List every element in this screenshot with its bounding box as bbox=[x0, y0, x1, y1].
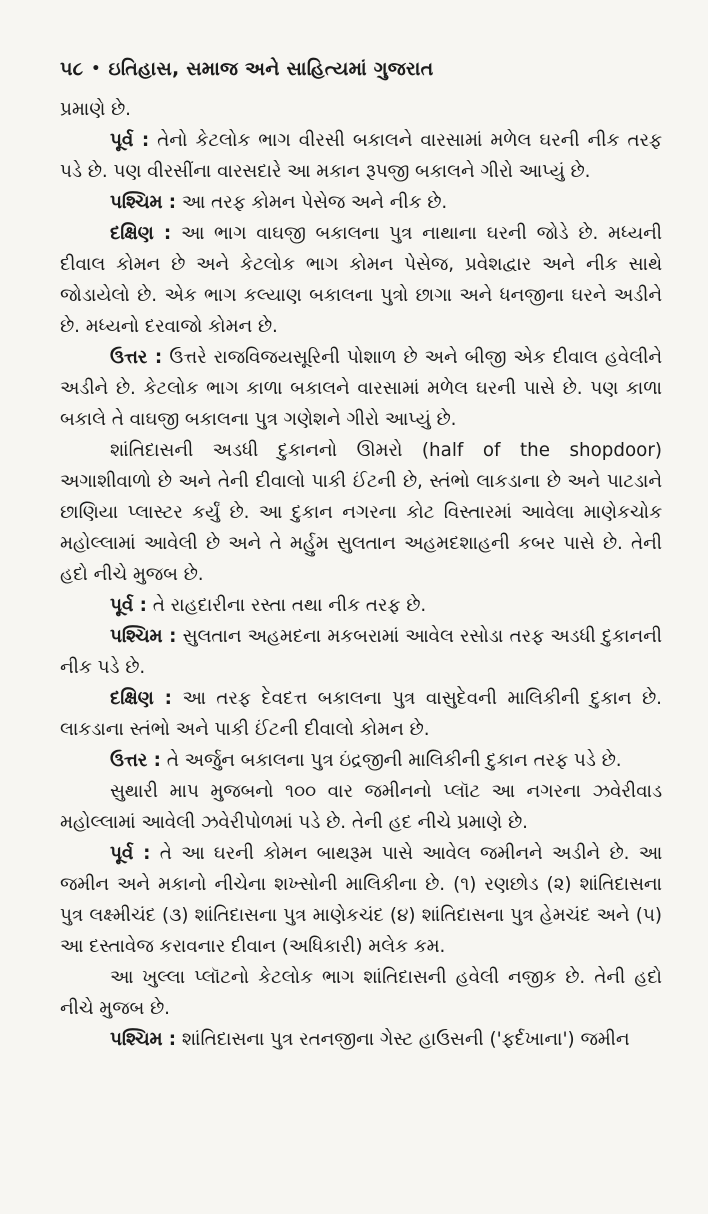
paragraph: પશ્ચિમ : શાંતિદાસના પુત્ર રતનજીના ગેસ્ટ હાઉસની ('ફર્દખાના') જમીન bbox=[110, 1029, 630, 1050]
direction-label: ઉત્તર : bbox=[110, 750, 161, 771]
paragraph: શાંતિદાસની અડધી દુકાનનો ઊમરો (half of the shopdoor) અગાશીવાળો છે અને તેની દીવાલો પાકી ઈંટની છે, સ્તંભો લાકડાના છે અને પાટડાને છાણિયા પ્લાસ્ટર કર્યું છે. આ દુકાન નગરના કોટ વિસ્તારમાં આવેલા માણેકચોક મહોલ્લામાં આવેલી છે અને તે મર્હુમ સુલતાન અહમદશાહની કબર પાસે છે. તેની હદો નીચે મુજબ છે. bbox=[60, 440, 662, 585]
direction-label: પૂર્વ : bbox=[110, 130, 150, 151]
direction-label: ઉત્તર : bbox=[110, 347, 163, 368]
paragraph: પૂર્વ : તે આ ઘરની કોમન બાથરૂમ પાસે આવેલ જમીનને અડીને છે. આ જમીન અને મકાનો નીચેના શખ્સોની માલિકીના છે. (૧) રણછોડ (૨) શાંતિદાસના પુત્ર લક્ષ્મીચંદ (૩) શાંતિદાસના પુત્ર માણેકચંદ (૪) શાંતિદાસના પુત્ર હેમચંદ અને (૫) આ દસ્તાવેજ કરાવનાર દીવાન (અધિકારી) મલેક કમ. bbox=[60, 843, 662, 957]
direction-label: દક્ષિણ : bbox=[110, 223, 172, 244]
paragraph: ઉત્તર : ઉત્તરે રાજવિજયસૂરિની પોશાળ છે અને બીજી એક દીવાલ હવેલીને અડીને છે. કેટલોક ભાગ કાળા બકાલને વારસામાં મળેલ ઘરની પાસે છે. પણ કાળા બકાલે તે વાઘજી બકાલના પુત્ર ગણેશને ગીરો આપ્યું છે. bbox=[60, 347, 662, 430]
paragraph: પૂર્વ : તેનો કેટલોક ભાગ વીરસી બકાલને વારસામાં મળેલ ઘરની નીક તરફ પડે છે. પણ વીરસીંના વારસદારે આ મકાન રૂપજી બકાલને ગીરો આપ્યું છે. bbox=[60, 130, 662, 182]
paragraph: પશ્ચિમ : સુલતાન અહમદના મકબરામાં આવેલ રસોડા તરફ અડધી દુકાનની નીક પડે છે. bbox=[60, 626, 662, 678]
direction-label: દક્ષિણ : bbox=[110, 688, 172, 709]
direction-label: પશ્ચિમ : bbox=[110, 1029, 177, 1050]
direction-label: પૂર્વ : bbox=[110, 595, 147, 616]
header-bullet: • bbox=[91, 61, 101, 77]
paragraph: દક્ષિણ : આ ભાગ વાઘજી બકાલના પુત્ર નાથાના ઘરની જોડે છે. મધ્યની દીવાલ કોમન છે અને કેટલોક ભાગ કોમન પેસેજ, પ્રવેશદ્વાર અને નીક સાથે જોડાયેલો છે. એક ભાગ કલ્યાણ બકાલના પુત્રો છાગા અને ધનજીના ઘરને અડીને છે. મધ્યનો દરવાજો કોમન છે. bbox=[60, 223, 663, 337]
direction-label: પૂર્વ : bbox=[110, 843, 151, 864]
page-header bbox=[60, 58, 662, 80]
paragraph: પ્રમાણે છે. bbox=[60, 99, 131, 120]
direction-label: પશ્ચિમ : bbox=[110, 626, 177, 647]
paragraph: આ ખુલ્લા પ્લૉટનો કેટલોક ભાગ શાંતિદાસની હવેલી નજીક છે. તેની હદો નીચે મુજબ છે. bbox=[60, 967, 662, 1019]
book-title: ઇતિહાસ, સમાજ અને સાહિત્યમાં ગુજરાત bbox=[108, 58, 434, 80]
paragraph: પૂર્વ : તે રાહદારીના રસ્તા તથા નીક તરફ છે. bbox=[110, 595, 427, 616]
paragraph: સુથારી માપ મુજબનો ૧૦૦ વાર જમીનનો પ્લૉટ આ નગરના ઝવેરીવાડ મહોલ્લામાં આવેલી ઝવેરીપોળમાં પડે છે. તેની હદ નીચે પ્રમાણે છે. bbox=[60, 781, 662, 833]
body-text bbox=[60, 94, 662, 1055]
paragraph: ઉત્તર : તે અર્જુન બકાલના પુત્ર ઇંદ્રજીની માલિકીની દુકાન તરફ પડે છે. bbox=[110, 750, 622, 771]
paragraph: પશ્ચિમ : આ તરફ કોમન પેસેજ અને નીક છે. bbox=[110, 192, 448, 213]
direction-label: પશ્ચિમ : bbox=[110, 192, 177, 213]
page-number: ૫૮ bbox=[60, 58, 84, 80]
paragraph: દક્ષિણ : આ તરફ દેવદત્ત બકાલના પુત્ર વાસુદેવની માલિકીની દુકાન છે. લાકડાના સ્તંભો અને પાકી ઈંટની દીવાલો કોમન છે. bbox=[60, 688, 662, 740]
